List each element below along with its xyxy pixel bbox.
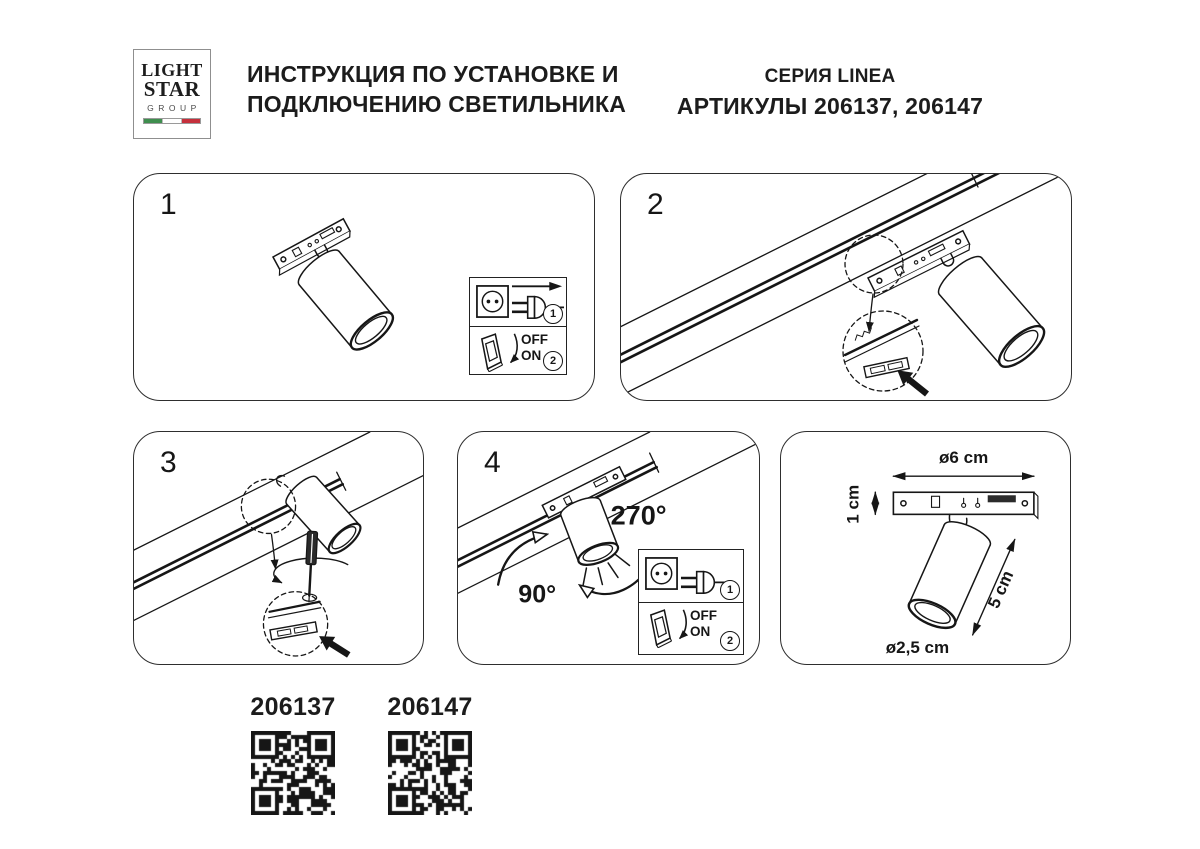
- step-panel-4: [457, 431, 760, 665]
- qr-item-206147: [387, 693, 473, 820]
- angle-90-label: 90°: [518, 580, 557, 609]
- curved-arrow-icon: [675, 608, 688, 645]
- dim-width-label: ø6 cm: [939, 448, 989, 468]
- dimensions-panel: [780, 431, 1071, 665]
- plug-in-step: [639, 550, 743, 602]
- articles-label: АРТИКУЛЫ 206137, 206147: [676, 93, 984, 119]
- logo-light-text: LIGHT: [141, 60, 203, 80]
- step-3-drawing: [134, 432, 423, 664]
- on-label: ON: [690, 624, 711, 639]
- off-label: OFF: [690, 608, 717, 623]
- dim-height-label: 1 cm: [843, 484, 863, 524]
- power-socket-icon: [475, 284, 510, 319]
- step-number-2: 2: [647, 188, 664, 221]
- step-number-1: 1: [160, 188, 177, 221]
- connector-detail: [268, 594, 320, 640]
- step-panel-1: [133, 173, 595, 401]
- step-badge-1: 1: [720, 580, 740, 600]
- title-line-2: ПОДКЛЮЧЕНИЮ СВЕТИЛЬНИКА: [247, 91, 627, 117]
- qr-item-206137: [250, 693, 336, 820]
- step-badge-2: 2: [720, 631, 740, 651]
- rocker-switch-icon: [477, 331, 504, 372]
- curved-arrow-icon: [506, 332, 519, 369]
- screwdriver-icon: [304, 531, 318, 602]
- title-line-1: ИНСТРУКЦИЯ ПО УСТАНОВКЕ И: [247, 61, 619, 87]
- flag-red: [182, 119, 200, 123]
- dimensions-drawing: [781, 432, 1070, 664]
- product-info: [640, 66, 1020, 120]
- press-arrow-icon: [315, 629, 353, 661]
- plug-in-step: [470, 278, 566, 326]
- dim-length-label: 5 cm: [984, 567, 1018, 612]
- flag-green: [144, 119, 162, 123]
- spotlight-body-icon: [933, 251, 1050, 374]
- step-panel-2: [620, 173, 1072, 401]
- qr-label: 206147: [387, 693, 473, 721]
- switch-on-step: [470, 326, 566, 375]
- step-2-drawing: [621, 174, 1071, 400]
- step-number-3: 3: [160, 446, 177, 479]
- lightstar-logo: [133, 49, 211, 139]
- connector-detail: [845, 320, 919, 378]
- step-number-4: 4: [484, 446, 501, 479]
- on-label: ON: [521, 348, 542, 363]
- spotlight-body-icon: [293, 245, 398, 356]
- off-label: OFF: [521, 332, 548, 347]
- dim-diameter-label: ø2,5 cm: [885, 637, 950, 657]
- step-badge-2: 2: [543, 351, 563, 371]
- qr-label: 206137: [250, 693, 336, 721]
- connection-legend: [638, 549, 744, 655]
- logo-group-text: GROUP: [147, 103, 201, 113]
- logo-star-text: STAR: [143, 77, 201, 101]
- rocker-switch-icon: [646, 607, 673, 648]
- qr-code: [251, 731, 335, 815]
- step-badge-1: 1: [543, 304, 563, 324]
- italian-flag-icon: [143, 118, 201, 124]
- angle-270-label: 270°: [610, 499, 667, 531]
- page-title: [247, 59, 626, 119]
- switch-labels: [690, 608, 717, 640]
- switch-on-step: [639, 602, 743, 655]
- series-label: СЕРИЯ LINEA: [764, 66, 896, 87]
- step-panel-3: [133, 431, 424, 665]
- connection-legend: [469, 277, 567, 375]
- qr-code: [388, 731, 472, 815]
- power-socket-icon: [644, 556, 679, 591]
- arrow-right-icon: [512, 282, 562, 291]
- track-icon: [134, 432, 423, 623]
- flag-white: [162, 119, 182, 123]
